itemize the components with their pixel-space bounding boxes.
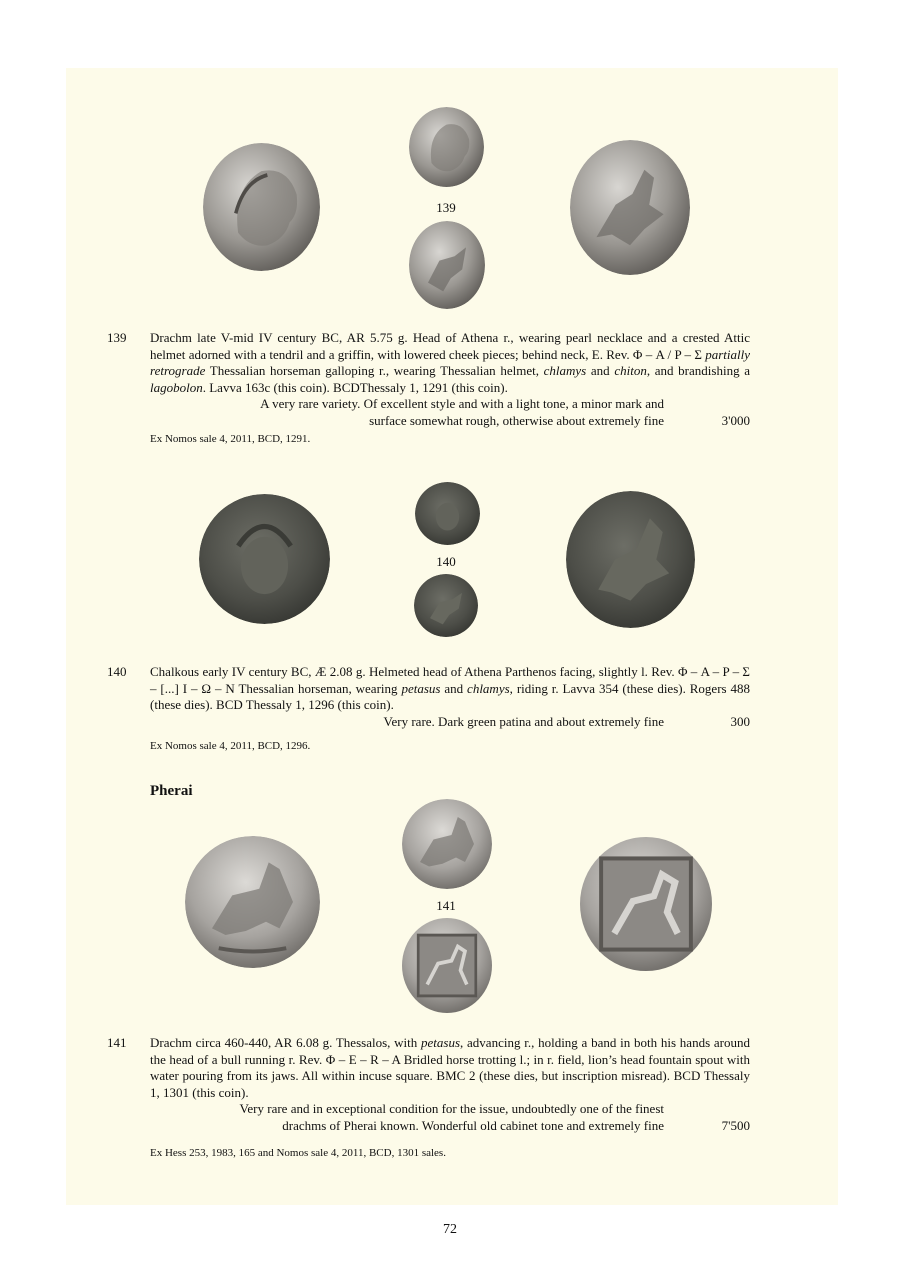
lot-number: 140 (107, 664, 127, 679)
coin-139-reverse-large (570, 140, 690, 275)
lot-139-provenance: Ex Nomos sale 4, 2011, BCD, 1291. (150, 433, 311, 445)
lot-condition: Very rare and in exceptional condition for the issue, undoubtedly one of the finest drachms of Pherai known. Wonderful old cabinet tone and extremely fine 7'500 (239, 1101, 750, 1133)
lot-140-image-label: 140 (436, 554, 456, 569)
lot-140 (107, 664, 750, 730)
lot-number: 139 (107, 330, 127, 345)
lot-139 (107, 330, 750, 429)
coin-141-reverse-large (580, 837, 712, 971)
lot-description: Chalkous early IV century BC, Æ 2.08 g. Helmeted head of Athena Parthenos facing, slightly l. Rev. Φ – A – P – Σ – [...] I – Ω – N Thessalian horseman, wearing petasus and chlamys, riding r. Lavva 354 (these dies). Rogers 488 (these dies). BCD Thessaly 1, 1296 (this coin). (150, 664, 750, 712)
lot-price: 3'000 (721, 412, 750, 428)
lot-141-provenance: Ex Hess 253, 1983, 165 and Nomos sale 4, 2011, BCD, 1301 sales. (150, 1147, 446, 1159)
coin-139-obverse-large (203, 143, 320, 271)
lot-condition: A very rare variety. Of excellent style and with a light tone, a minor mark and surface somewhat rough, otherwise about extremely fine 3'000 (260, 396, 750, 428)
lot-description: Drachm circa 460-440, AR 6.08 g. Thessalos, with petasus, advancing r., holding a band in both his hands around the head of a bull running r. Rev. Φ – E – R – A Bridled horse trotting l.; in r. field, lion’s head fountain spout with water pouring from its jaws. All within incuse square. BMC 2 (these dies, but inscription misread). BCD Thessaly 1, 1301 (this coin). (150, 1035, 750, 1100)
lot-140-provenance: Ex Nomos sale 4, 2011, BCD, 1296. (150, 740, 311, 752)
coin-140-obverse-large (199, 494, 330, 624)
coin-140-obverse-small (415, 482, 480, 545)
lot-description: Drachm late V-mid IV century BC, AR 5.75 g. Head of Athena r., wearing pearl necklace and a crested Attic helmet adorned with a tendril and a griffin, with lowered cheek pieces; behind neck, E. Rev. Φ – A / P – Σ partially retrograde Thessalian horseman galloping r., wearing Thessalian helmet, chlamys and chiton, and brandishing a lagobolon. Lavva 163c (this coin). BCDThessaly 1, 1291 (this coin). (150, 330, 750, 395)
coin-141-reverse-small (402, 918, 492, 1013)
lot-price: 300 (730, 713, 750, 729)
coin-141-obverse-large (185, 836, 320, 968)
coin-141-obverse-small (402, 799, 492, 889)
lot-condition: Very rare. Dark green patina and about extremely fine 300 (383, 713, 750, 729)
coin-139-reverse-small (409, 221, 485, 309)
lot-139-image-label: 139 (436, 200, 456, 215)
lot-141 (107, 1035, 750, 1134)
section-heading: Pherai (150, 783, 193, 799)
coin-140-reverse-large (566, 491, 695, 628)
page-number: 72 (443, 1222, 457, 1237)
lot-number: 141 (107, 1035, 127, 1050)
coin-140-reverse-small (414, 574, 478, 637)
lot-price: 7'500 (721, 1117, 750, 1133)
lot-141-image-label: 141 (436, 898, 456, 913)
coin-139-obverse-small (409, 107, 484, 187)
